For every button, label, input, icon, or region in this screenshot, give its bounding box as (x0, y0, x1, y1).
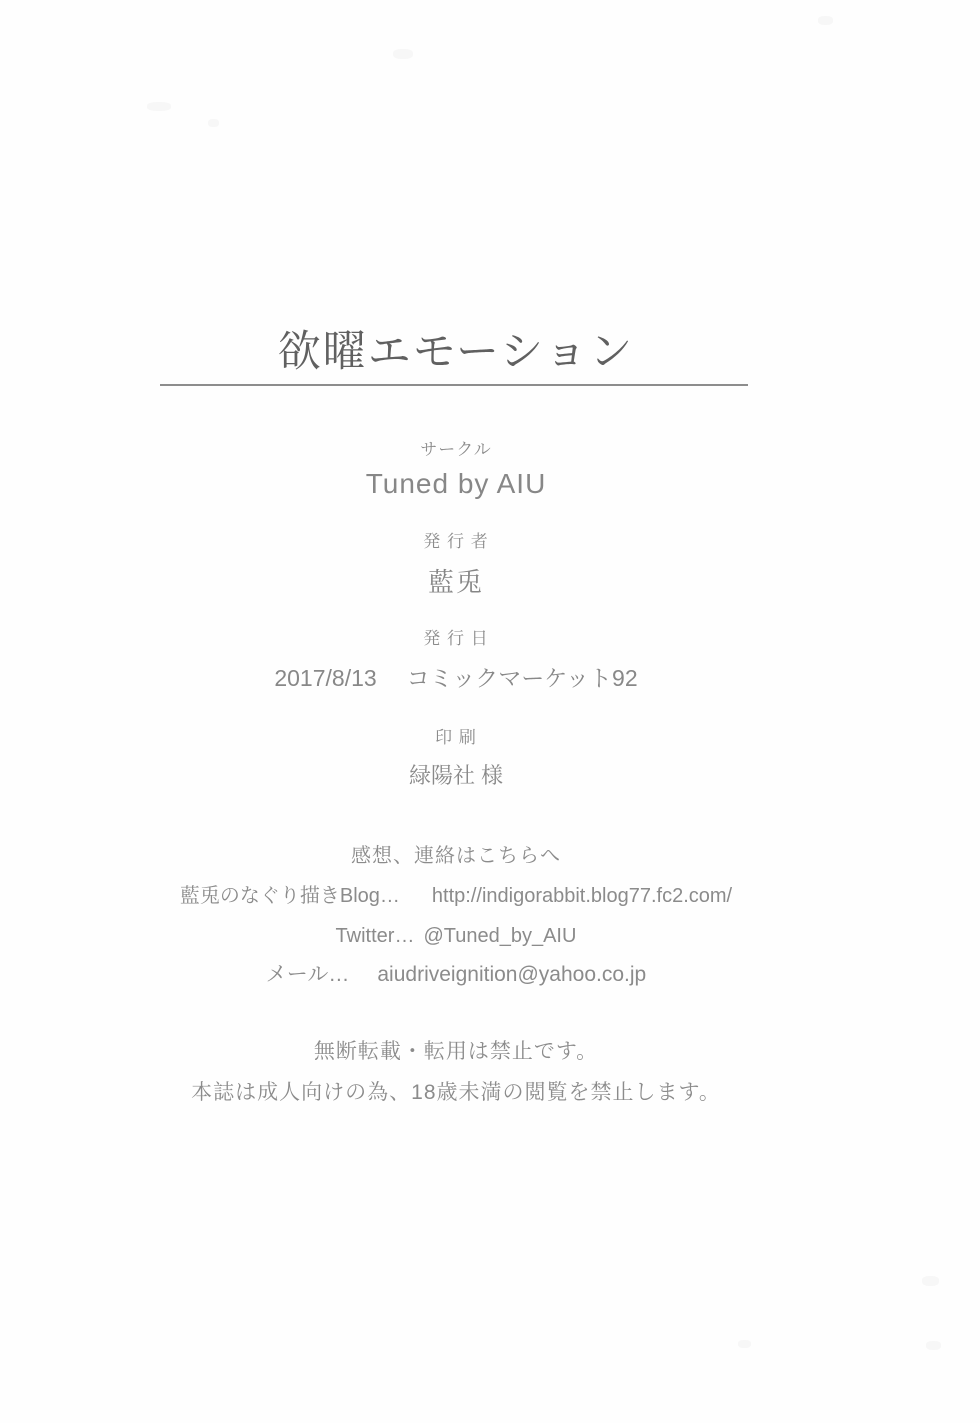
scan-artifact (738, 1340, 751, 1348)
publication-date-value: 2017/8/13 (274, 665, 377, 691)
blog-url: http://indigorabbit.blog77.fc2.com/ (431, 885, 733, 907)
circle-label: サークル (420, 440, 492, 459)
scan-artifact (208, 119, 219, 127)
contact-heading: 感想、連絡はこちらへ (351, 845, 561, 867)
scan-artifact (147, 102, 171, 111)
notice-adult-only: 本誌は成人向けの為、18歳未満の閲覧を禁止します。 (191, 1081, 721, 1104)
title-underline (160, 384, 748, 386)
publisher-label: 発 行 者 (423, 532, 489, 551)
publication-date-row (0, 666, 912, 691)
blog-contact-row (0, 885, 912, 907)
printer-label: 印 刷 (435, 728, 477, 747)
publisher-name: 藍兎 (427, 567, 484, 597)
blog-label: 藍兎のなぐり描きBlog… (179, 885, 400, 907)
event-name: コミックマーケット92 (406, 665, 638, 691)
scan-artifact (818, 16, 833, 25)
scan-artifact (926, 1341, 941, 1350)
printer-name: 緑陽社 様 (408, 763, 504, 788)
twitter-contact-row (0, 925, 912, 947)
mail-address: aiudriveignition@yahoo.co.jp (377, 963, 647, 986)
scan-artifact (393, 49, 413, 59)
publication-date-label: 発 行 日 (423, 629, 489, 648)
twitter-handle: @Tuned_by_AIU (423, 925, 577, 947)
circle-name: Tuned by AIU (365, 468, 547, 499)
notice-no-reprint: 無断転載・転用は禁止です。 (313, 1040, 599, 1063)
scan-artifact (922, 1276, 939, 1286)
mail-contact-row (0, 963, 912, 986)
mail-label: メール… (265, 963, 350, 986)
page-title: 欲曜エモーション (277, 327, 635, 377)
twitter-label: Twitter… (335, 925, 415, 947)
